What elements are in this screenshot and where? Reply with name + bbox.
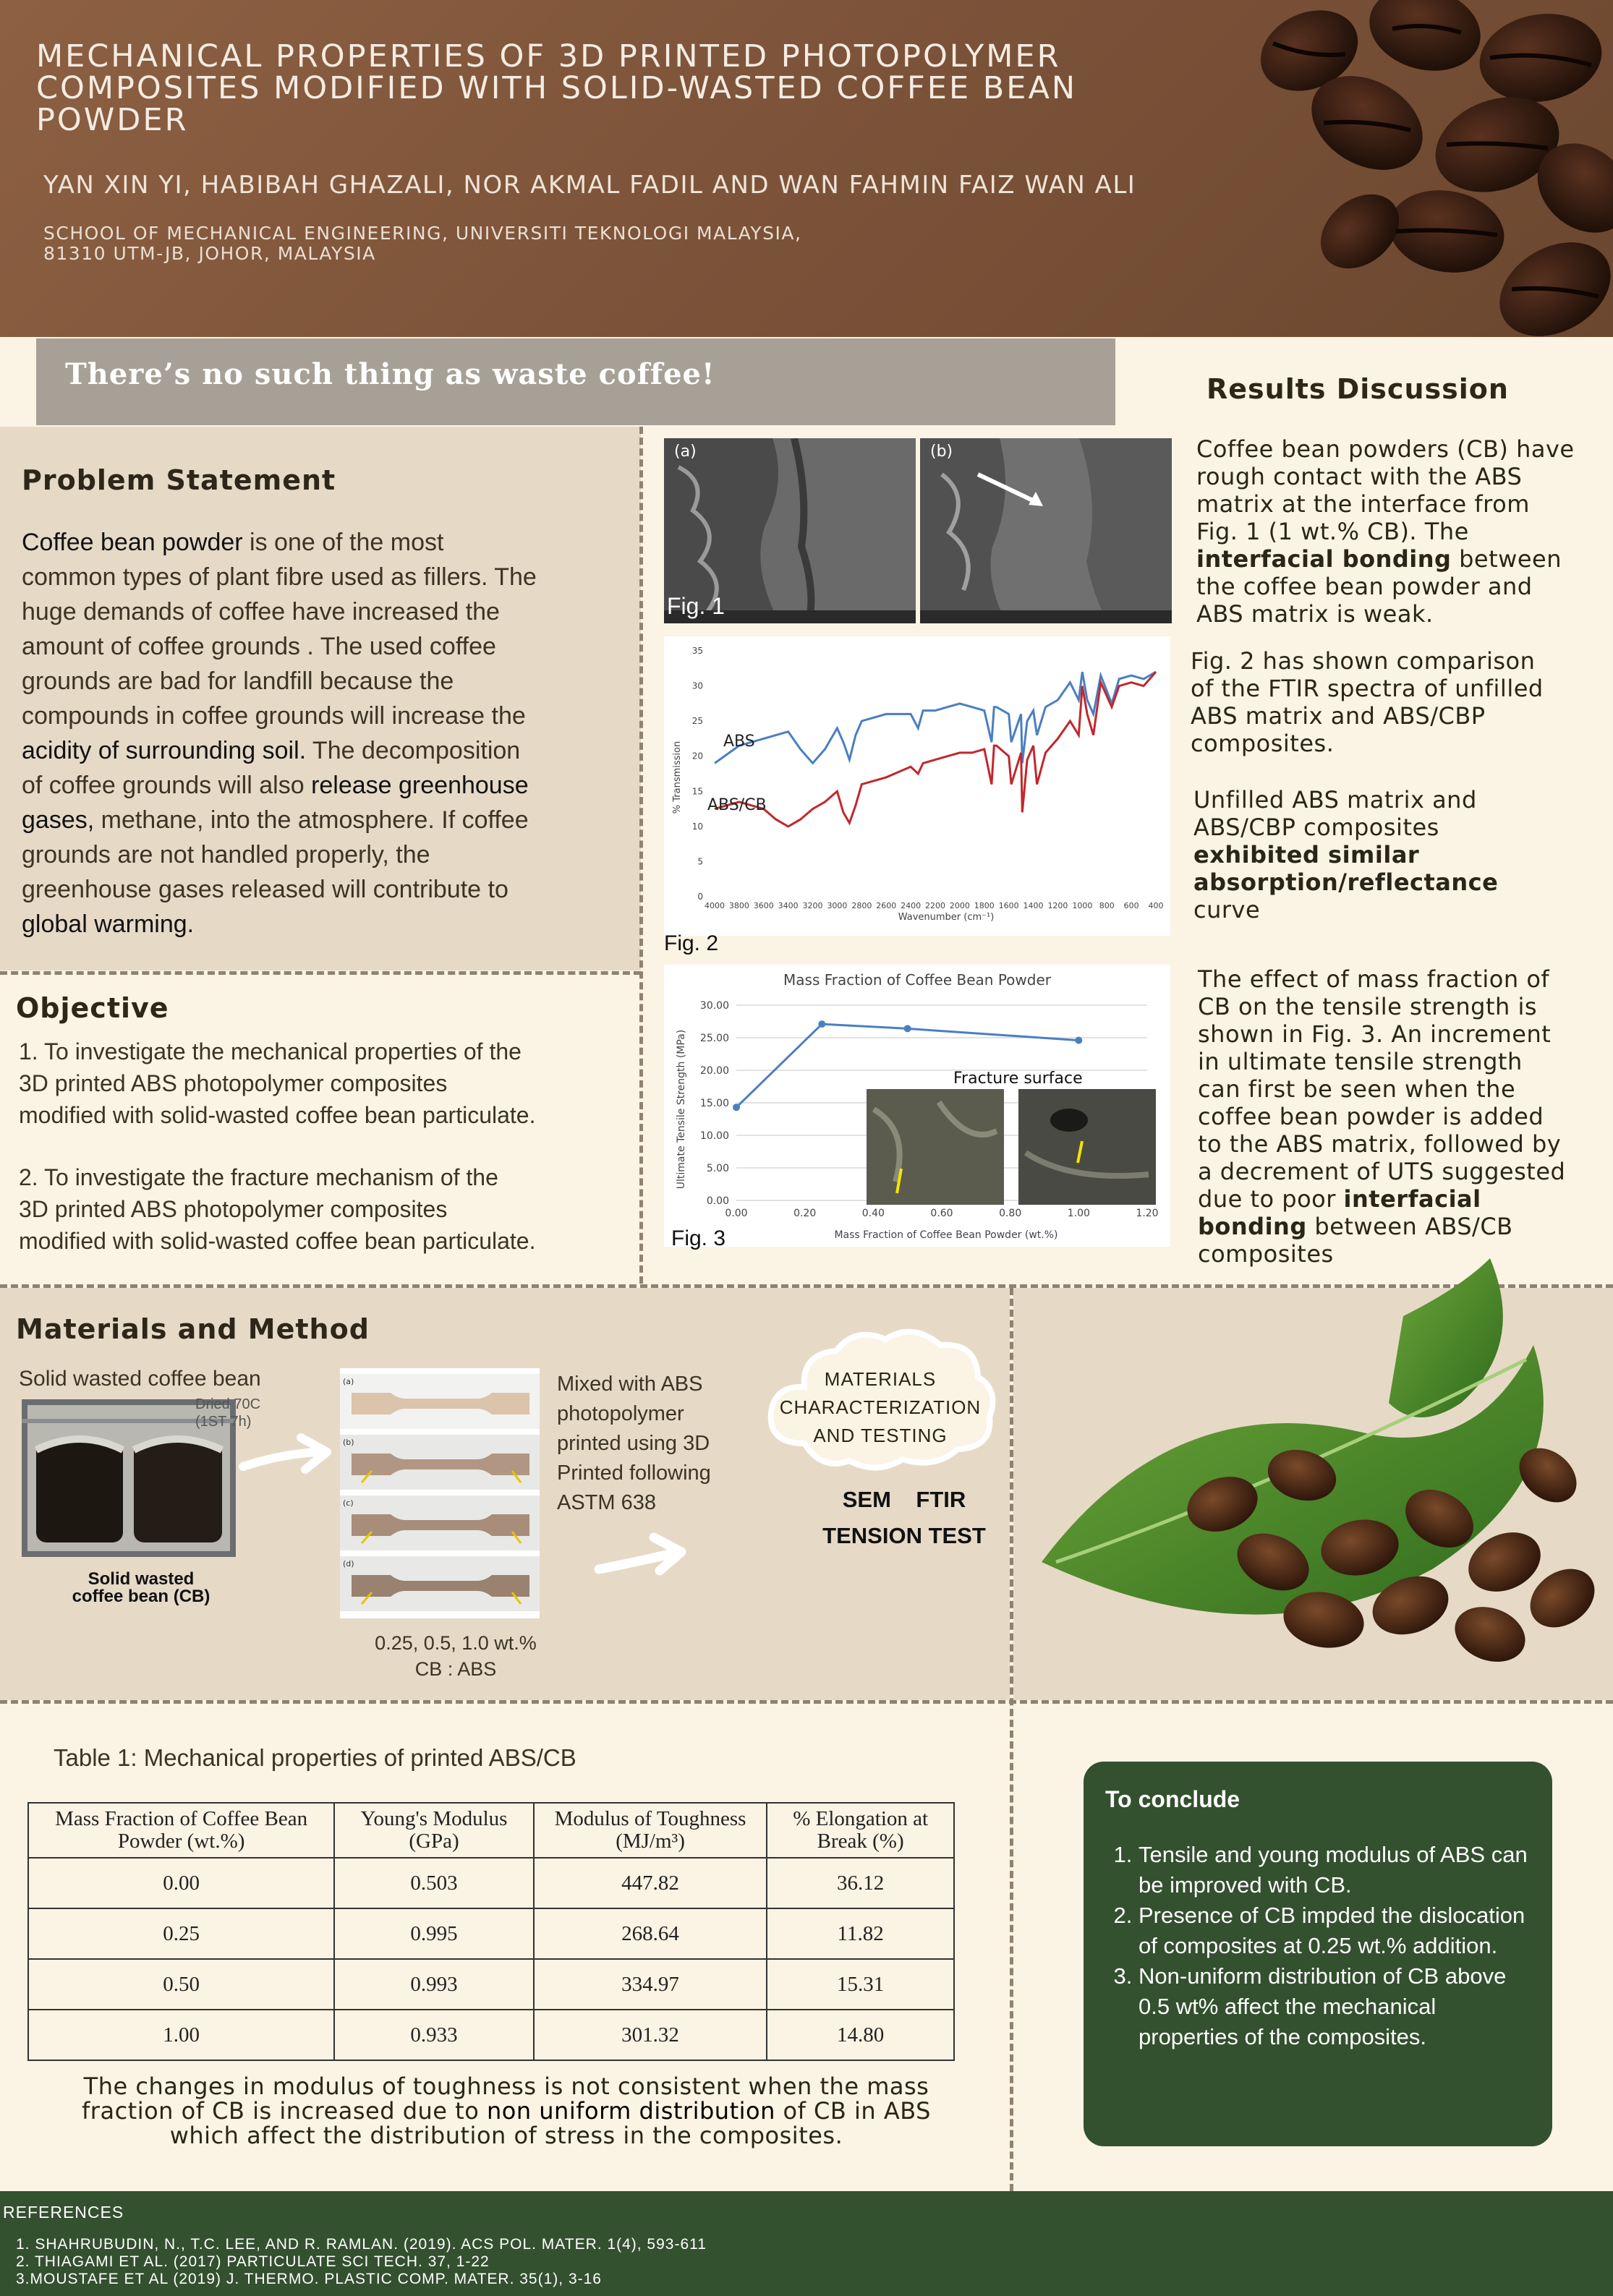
fig2-x-tick-label: 400 bbox=[1148, 901, 1164, 910]
tagline-banner bbox=[36, 338, 1115, 425]
fig2-y-tick-label: 20 bbox=[691, 751, 703, 761]
fig3-data-point bbox=[1075, 1037, 1082, 1044]
fig3-y-axis-label: Ultimate Tensile Strength (MPa) bbox=[676, 1029, 687, 1190]
table-cell: 447.82 bbox=[534, 1858, 767, 1908]
tagline-text: There’s no such thing as waste coffee! bbox=[65, 357, 715, 391]
problem-statement-text: Coffee bean powder is one of the most common types of plant fibre used as fillers. The huge demands of coffee have increased the amount of coffee grounds . The used coffee grounds are bad for landfill because the compounds in coffee grounds will increase the acidity of surrounding soil. The decomposition of coffee grounds will also release greenhouse gases, methane, into the atmosphere. If coffee grounds are not handled properly, the greenhouse gases released will contribute to global warming. bbox=[22, 529, 537, 938]
cb-caption: Solid wasted coffee bean bbox=[19, 1367, 261, 1391]
results-paragraph-2: Fig. 2 has shown comparison of the FTIR spectra of unfilled ABS matrix and ABS/CBP composites. bbox=[1191, 647, 1544, 757]
process-arrow-icon bbox=[239, 1432, 340, 1482]
fig2-y-tick-label: 10 bbox=[691, 821, 703, 832]
table-header-row bbox=[28, 1803, 954, 1858]
fracture-surface-image-2 bbox=[1018, 1089, 1156, 1205]
fig2-x-tick-label: 3400 bbox=[778, 901, 799, 910]
poster-header bbox=[0, 0, 1613, 337]
table-header: Young's Modulus (GPa) bbox=[334, 1803, 534, 1858]
table-cell: 0.00 bbox=[28, 1858, 334, 1908]
fig2-y-tick-label: 15 bbox=[691, 786, 703, 797]
divider bbox=[639, 427, 643, 1284]
table-row bbox=[28, 1959, 954, 2010]
fig2-x-tick-label: 2600 bbox=[876, 901, 897, 910]
table-header: Mass Fraction of Coffee Bean Powder (wt.%) bbox=[28, 1803, 334, 1858]
results-paragraph-3: Unfilled ABS matrix and ABS/CBP composites exhibited similar absorption/reflectance curve bbox=[1193, 786, 1499, 923]
fig2-x-tick-label: 3200 bbox=[802, 901, 823, 910]
uts-svg bbox=[664, 965, 1170, 1247]
fig3-x-tick-label: 0.60 bbox=[930, 1208, 953, 1219]
fig3-data-point bbox=[733, 1104, 740, 1111]
results-heading: Results Discussion bbox=[1206, 373, 1509, 405]
table-header: Modulus of Toughness (MJ/m³) bbox=[534, 1803, 767, 1858]
fig2-x-tick-label: 1400 bbox=[1023, 901, 1044, 910]
reference-item: 1. SHAHRUBUDIN, N., T.C. LEE, AND R. RAMLAN. (2019). ACS POL. MATER. 1(4), 593-611 bbox=[16, 2236, 707, 2253]
fig2-x-tick-label: 3600 bbox=[753, 901, 774, 910]
conclusion-list bbox=[1125, 1840, 1538, 2052]
fig3-y-tick-label: 10.00 bbox=[699, 1130, 729, 1142]
ftir-svg bbox=[664, 636, 1170, 936]
mixed-text: Mixed with ABS photopolymer printed using 3D Printed following ASTM 638 bbox=[557, 1373, 711, 1514]
fig2-x-axis-label: Wavenumber (cm⁻¹) bbox=[898, 912, 995, 923]
fig3-inset-label: Fracture surface bbox=[953, 1070, 1083, 1088]
author-list: YAN XIN YI, HABIBAH GHAZALI, NOR AKMAL FADIL AND WAN FAHMIN FAIZ WAN ALI bbox=[43, 171, 1136, 200]
fig2-series-line bbox=[715, 672, 1156, 763]
table-cell: 11.82 bbox=[767, 1908, 954, 1959]
testing-cloud-text: MATERIALS CHARACTERIZATION AND TESTING bbox=[779, 1368, 982, 1446]
fig3-chart-title: Mass Fraction of Coffee Bean Powder bbox=[783, 971, 1051, 989]
fig2-x-tick-label: 800 bbox=[1099, 901, 1115, 910]
process-arrow-icon bbox=[593, 1526, 694, 1584]
table-header: % Elongation at Break (%) bbox=[767, 1803, 954, 1858]
results-paragraph-1: Coffee bean powders (CB) have rough contact with the ABS matrix at the interface from Fig. 1 (1 wt.% CB). The interfacial bonding between the coffee bean powder and ABS matrix is weak. bbox=[1196, 435, 1575, 628]
table-cell: 334.97 bbox=[534, 1959, 767, 2010]
affiliation-line-2: 81310 UTM-JB, JOHOR, MALAYSIA bbox=[43, 243, 376, 264]
fig2-label: Fig. 2 bbox=[664, 931, 719, 955]
specimen-label: (c) bbox=[343, 1498, 354, 1508]
fig2-y-tick-label: 25 bbox=[691, 716, 703, 727]
fig2-x-tick-label: 2800 bbox=[851, 901, 872, 910]
methods-heading: Materials and Method bbox=[16, 1313, 370, 1345]
table-cell: 301.32 bbox=[534, 2010, 767, 2060]
coffee-beans-image bbox=[1208, 0, 1613, 337]
divider bbox=[1010, 1288, 1013, 2191]
table-cell: 0.50 bbox=[28, 1959, 334, 2010]
fig3-x-tick-label: 1.20 bbox=[1136, 1208, 1159, 1219]
list-item: 1. Tensile and young modulus of ABS can be improved with CB. bbox=[1139, 1840, 1538, 1900]
table-row bbox=[28, 1858, 954, 1908]
fig2-abscb-label: ABS/CB bbox=[707, 796, 767, 814]
fig2-x-tick-label: 1600 bbox=[998, 901, 1019, 910]
divider bbox=[0, 971, 641, 975]
table-caption: Table 1: Mechanical properties of printed ABS/CB bbox=[54, 1744, 576, 1771]
table-cell: 0.503 bbox=[334, 1858, 534, 1908]
specimen-label: (a) bbox=[343, 1377, 354, 1386]
fig2-x-tick-label: 2000 bbox=[949, 901, 970, 910]
table-row bbox=[28, 2010, 954, 2060]
fig2-abs-label: ABS bbox=[723, 733, 755, 751]
conclusion-box bbox=[1084, 1762, 1552, 2146]
divider bbox=[0, 1700, 1613, 1704]
fig3-y-tick-label: 15.00 bbox=[699, 1098, 729, 1109]
problem-statement-heading: Problem Statement bbox=[22, 464, 336, 496]
fig2-x-tick-label: 2400 bbox=[901, 901, 922, 910]
references-footer bbox=[0, 2191, 1613, 2296]
fig2-y-tick-label: 30 bbox=[691, 680, 703, 691]
fig3-y-tick-label: 5.00 bbox=[706, 1163, 729, 1174]
fig3-data-point bbox=[818, 1020, 825, 1028]
fig1-panel-b-label: (b) bbox=[930, 443, 953, 461]
fig3-uts-chart bbox=[664, 965, 1170, 1247]
table-cell: 0.995 bbox=[334, 1908, 534, 1959]
fig3-x-axis-label: Mass Fraction of Coffee Bean Powder (wt.%) bbox=[834, 1229, 1058, 1241]
coffee-beans-leaf-image bbox=[1027, 1258, 1606, 1692]
list-item: 2. Presence of CB impded the dislocation of composites at 0.25 wt.% addition. bbox=[1139, 1900, 1538, 1961]
fig2-y-tick-label: 35 bbox=[691, 646, 703, 656]
fig2-x-tick-label: 1000 bbox=[1072, 901, 1093, 910]
objective-heading: Objective bbox=[16, 992, 169, 1024]
fig2-x-tick-label: 2200 bbox=[925, 901, 945, 910]
fig2-series-line bbox=[715, 672, 1156, 827]
table-cell: 14.80 bbox=[767, 2010, 954, 2060]
fig1-panel-a-label: (a) bbox=[674, 443, 697, 461]
specimen-label: (d) bbox=[343, 1559, 354, 1569]
cb-label: Solid wasted coffee bean (CB) bbox=[72, 1569, 210, 1606]
results-paragraph-4: The effect of mass fraction of CB on the tensile strength is shown in Fig. 3. An increment in ultimate tensile strength can first be seen when the coffee bean powder is added to the ABS matrix, followed by a decrement of UTS suggested due to poor interfacial bonding between ABS/CB composites bbox=[1198, 965, 1566, 1268]
table-cell: 1.00 bbox=[28, 2010, 334, 2060]
fig2-ftir-chart bbox=[664, 636, 1170, 936]
objective-text: 1. To investigate the mechanical properties of the 3D printed ABS photopolymer composites modified with solid-wasted coffee bean particulate. 2. To investigate the fracture mechanism of the 3D printed ABS photopolymer composites modified with solid-wasted coffee bean particulate. bbox=[19, 1038, 536, 1254]
tensile-specimens-image bbox=[340, 1368, 540, 1618]
table-row bbox=[28, 1908, 954, 1959]
table-cell: 0.993 bbox=[334, 1959, 534, 2010]
tests-line-2: TENSION TEST bbox=[822, 1523, 986, 1548]
fig3-label: Fig. 3 bbox=[671, 1226, 726, 1250]
conclusion-title: To conclude bbox=[1105, 1786, 1240, 1812]
fig3-x-tick-label: 0.80 bbox=[999, 1208, 1022, 1219]
list-item: 3. Non-uniform distribution of CB above 0.5 wt% affect the mechanical properties of the composites. bbox=[1139, 1961, 1538, 2052]
specimen-label: (b) bbox=[343, 1438, 354, 1447]
table-note: The changes in modulus of toughness is not consistent when the mass fraction of CB is increased due to non uniform distribution of CB in ABS which affect the distribution of stress in the composites. bbox=[82, 2073, 931, 2149]
tests-line-1: SEM FTIR bbox=[842, 1487, 966, 1512]
fig3-x-tick-label: 1.00 bbox=[1067, 1208, 1090, 1219]
fig2-y-tick-label: 5 bbox=[697, 856, 703, 867]
references-heading: REFERENCES bbox=[3, 2203, 124, 2222]
fig2-y-tick-label: 0 bbox=[697, 892, 703, 902]
fig1-label: Fig. 1 bbox=[667, 593, 725, 619]
poster-title: MECHANICAL PROPERTIES OF 3D PRINTED PHOTOPOLYMER COMPOSITES MODIFIED WITH SOLID-WASTED COFFEE BEAN POWDER bbox=[36, 38, 1078, 138]
fig3-data-point bbox=[904, 1025, 911, 1032]
table-cell: 15.31 bbox=[767, 1959, 954, 2010]
reference-item: 3.MOUSTAFE ET AL (2019) J. THERMO. PLASTIC COMP. MATER. 35(1), 3-16 bbox=[16, 2271, 602, 2287]
fig3-y-tick-label: 0.00 bbox=[706, 1195, 729, 1207]
dried-note: Dried 70C (1ST 7h) bbox=[195, 1396, 261, 1430]
fig2-y-axis-label: % Transmission bbox=[672, 741, 683, 814]
fracture-surface-image-1 bbox=[867, 1089, 1004, 1205]
table-cell: 0.25 bbox=[28, 1908, 334, 1959]
fig2-x-tick-label: 1800 bbox=[974, 901, 995, 910]
fig1-sem-image-b bbox=[920, 438, 1172, 623]
fig2-x-tick-label: 600 bbox=[1123, 901, 1139, 910]
fig3-x-tick-label: 0.40 bbox=[861, 1208, 885, 1219]
table-cell: 36.12 bbox=[767, 1858, 954, 1908]
reference-item: 2. THIAGAMI ET AL. (2017) PARTICULATE SCI TECH. 37, 1-22 bbox=[16, 2253, 490, 2270]
fig2-x-tick-label: 3800 bbox=[728, 901, 749, 910]
fig2-x-tick-label: 1200 bbox=[1047, 901, 1068, 910]
table-cell: 268.64 bbox=[534, 1908, 767, 1959]
fig3-y-tick-label: 25.00 bbox=[699, 1033, 729, 1044]
sem-texture bbox=[920, 438, 1172, 623]
mechanical-properties-table bbox=[27, 1802, 955, 2061]
fig3-y-tick-label: 20.00 bbox=[699, 1065, 729, 1077]
ratio-caption: 0.25, 0.5, 1.0 wt.% CB : ABS bbox=[375, 1632, 537, 1680]
fig2-x-tick-label: 3000 bbox=[827, 901, 848, 910]
fig3-y-tick-label: 30.00 bbox=[699, 1000, 729, 1012]
affiliation-line-1: SCHOOL OF MECHANICAL ENGINEERING, UNIVERSITI TEKNOLOGI MALAYSIA, bbox=[43, 223, 802, 244]
fig2-x-tick-label: 4000 bbox=[705, 901, 725, 910]
fig3-x-tick-label: 0.00 bbox=[725, 1208, 748, 1219]
fig3-x-tick-label: 0.20 bbox=[793, 1208, 817, 1219]
table-cell: 0.933 bbox=[334, 2010, 534, 2060]
